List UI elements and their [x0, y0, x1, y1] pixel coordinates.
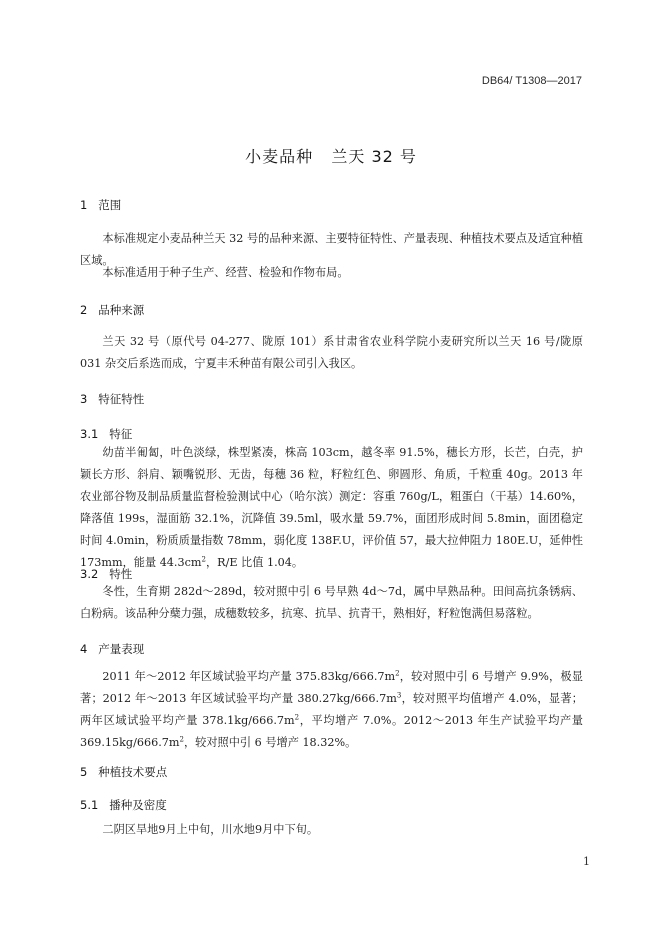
sowing-paragraph: 二阴区旱地9月上中旬，川水地9月中下旬。	[102, 823, 319, 836]
features-text-a: 幼苗半匍匐，叶色淡绿，株型紧凑，株高 103cm，越冬率 91.5%，穗长方形，长芒，白壳，护颖长方形、斜肩、颖嘴锐形、无齿，每穗 36 粒，籽粒红色、卵圆形、角质，千粒重 40g。2013 年农业部谷物及制品质量监督检验测试中心（哈尔滨）测定：容重 760g/L，粗蛋白（干基）14.60%，降落值 199s，湿面筋 32.1%，沉降值 39.5ml，吸水量 59.7%，面团形成时间 5.8min，面团稳定时间 4.0min，粉质质量指数 78mm，弱化度 138F.U，评价值 57，最大拉伸阻力 180E.U，延伸性 173mm，能量 44.3cm	[80, 446, 583, 569]
yield-text-3: ，较对照平均值增产 4.0%，显著；两年区域试验平均产量 378.1kg/666.7m	[80, 692, 583, 727]
superscript: 2	[294, 713, 300, 722]
subsection-heading-features: 3.1 特征	[80, 427, 133, 441]
page-title: 小麦品种 兰天 32 号	[245, 147, 417, 166]
subsection-heading-characteristics: 3.2 特性	[80, 567, 133, 581]
yield-text-1: 2011 年～2012 年区域试验平均产量 375.83kg/666.7m	[102, 670, 396, 683]
origin-paragraph: 兰天 32 号（原代号 04-277、陇原 101）系甘肃省农业科学院小麦研究所以兰天 16 号/陇原 031 杂交后系选而成，宁夏丰禾种苗有限公司引入我区。	[80, 335, 583, 370]
scope-paragraph-2: 本标准适用于种子生产、经营、检验和作物布局。	[102, 266, 349, 279]
scope-paragraph-1: 本标准规定小麦品种兰天 32 号的品种来源、主要特征特性、产量表现、种植技术要点及适宜种植区域。	[80, 232, 583, 267]
superscript: 2	[395, 669, 400, 678]
yield-text-4: ，平均增产 7.0%。2012～2013 年生产试验平均产量 369.15kg/666.7m	[80, 714, 583, 749]
standard-code: DB64/ T1308—2017	[481, 75, 582, 87]
superscript: 3	[396, 691, 402, 700]
section-heading-yield: 4 产量表现	[80, 642, 145, 656]
characteristics-paragraph: 冬性，生育期 282d～289d，较对照中引 6 号早熟 4d～7d，属中早熟品种。田间高抗条锈病、白粉病。该品种分蘖力强，成穗数较多，抗寒、抗旱、抗青干，熟相好，籽粒饱满但易落粒。	[80, 585, 583, 620]
features-text-b: ，R/E 比值 1.04。	[205, 556, 304, 569]
section-heading-traits: 3 特征特性	[80, 392, 145, 406]
yield-text-2: ，较对照中引 6 号增产 9.9%，极显著；2012 年～2013 年区域试验平均产量 380.27kg/666.7m	[80, 670, 583, 705]
page-number: 1	[583, 855, 590, 868]
subsection-heading-sowing: 5.1 播种及密度	[80, 798, 167, 812]
section-heading-scope: 1 范围	[80, 198, 122, 212]
superscript: 2	[179, 735, 184, 744]
features-paragraph	[80, 442, 583, 574]
superscript: 2	[201, 555, 206, 564]
yield-paragraph	[80, 666, 583, 754]
section-heading-origin: 2 品种来源	[80, 303, 145, 317]
section-heading-cultivation: 5 种植技术要点	[80, 765, 168, 779]
yield-text-5: ，较对照中引 6 号增产 18.32%。	[183, 736, 357, 749]
